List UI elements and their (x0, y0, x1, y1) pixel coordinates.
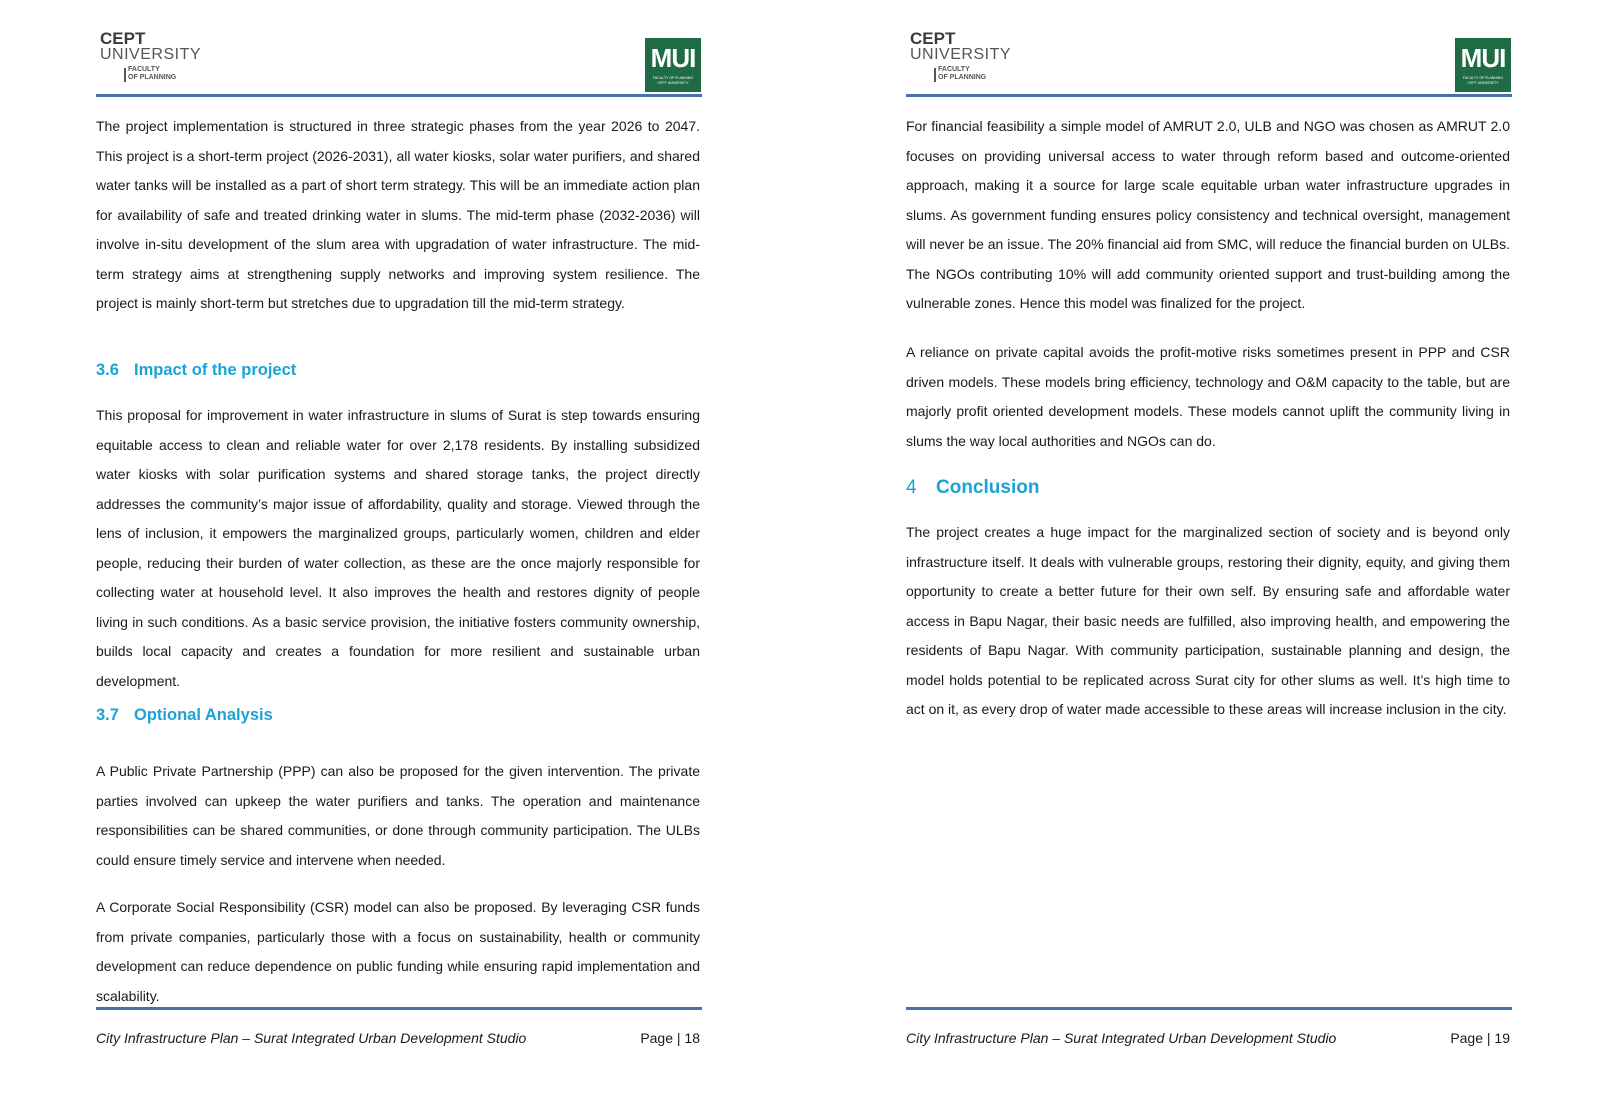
cept-logo-line1: CEPT (100, 29, 146, 48)
footer-title: City Infrastructure Plan – Surat Integrated Urban Development Studio (96, 1030, 527, 1046)
cept-logo-line1: CEPT (910, 29, 956, 48)
mui-logo-subtitle-line1: FACULTY OF PLANNING (652, 76, 694, 80)
cept-logo-faculty-line2: OF PLANNING (128, 74, 177, 81)
conclusion-paragraph: The project creates a huge impact for the marginalized section of society and is beyond only infrastructure itself. It deals with vulnerable groups, restoring their dignity, equity, and giving them opportunity to create a better future for their own self. By ensuring safe and affordable water access in Bapu Nagar, their basic needs are fulfilled, also improving health, and empowering the residents of Bapu Nagar. With community participation, sustainable planning and design, the model holds potential to be replicated across Surat city for other slums as well. It’s high time to act on it, as every drop of water made accessible to these areas will increase inclusion in the city. (906, 524, 1510, 717)
mui-logo (1455, 38, 1511, 92)
section-number: 3.7 (96, 706, 119, 724)
mui-logo-subtitle-line1: FACULTY OF PLANNING (1462, 76, 1504, 80)
cept-logo-divider (124, 68, 126, 82)
section-number: 4 (906, 477, 917, 498)
impact-paragraph: This proposal for improvement in water infrastructure in slums of Surat is step towards ensuring equitable access to clean and reliable water for over 2,178 residents. By installing subsidized water kiosks with solar purification systems and shared storage tanks, the project directly addresses the community’s major issue of affordability, quality and storage. Viewed through the lens of inclusion, it empowers the marginalized groups, particularly women, children and elder people, reducing their burden of water collection, as these are the once majorly responsible for collecting water at household level. It also improves the health and restores dignity of people living in such conditions. As a basic service provision, the initiative fosters community ownership, builds local capacity and creates a foundation for more resilient and sustainable urban development. (96, 407, 700, 689)
section-number: 3.6 (96, 361, 119, 379)
mui-logo-subtitle (1455, 76, 1511, 86)
cept-logo-faculty (938, 66, 986, 82)
section-heading-3-7 (96, 706, 273, 725)
section-title: Optional Analysis (134, 706, 273, 724)
mui-logo-subtitle-line2: CEPT UNIVERSITY (657, 81, 689, 85)
cept-logo-divider (934, 68, 936, 82)
cept-logo-line2: UNIVERSITY (100, 46, 202, 63)
cept-logo-faculty (128, 66, 176, 82)
footer-rule (96, 1007, 702, 1010)
financial-paragraph: For financial feasibility a simple model of AMRUT 2.0, ULB and NGO was chosen as AMRUT 2.0 focuses on providing universal access to water through reform based and outcome-oriented approach, making it a source for large scale equitable urban water infrastructure upgrades in slums. As government funding ensures policy consistency and technical oversight, management will never be an issue. The 20% financial aid from SMC, will reduce the financial burden on ULBs. The NGOs contributing 10% will add community oriented support and trust-building among the vulnerable zones. Hence this model was finalized for the project. (906, 118, 1510, 311)
cept-logo-faculty-line2: OF PLANNING (938, 74, 987, 81)
footer-title: City Infrastructure Plan – Surat Integrated Urban Development Studio (906, 1030, 1337, 1046)
mui-logo-word: MUI (650, 43, 696, 73)
mui-logo-word: MUI (1460, 43, 1506, 73)
csr-paragraph: A Corporate Social Responsibility (CSR) model can also be proposed. By leveraging CSR funds from private companies, particularly those with a focus on sustainability, health or community development can reduce dependence on public funding while ensuring rapid implementation and scalability. (96, 899, 700, 1004)
section-heading-3-6 (96, 361, 296, 380)
mui-logo-subtitle (645, 76, 701, 86)
cept-logo-faculty-line1: FACULTY (938, 66, 970, 73)
header-rule (906, 94, 1512, 97)
reliance-paragraph: A reliance on private capital avoids the profit-motive risks sometimes present in PPP and CSR driven models. These models bring efficiency, technology and O&M capacity to the table, but are majorly profit oriented development models. These models cannot uplift the community living in slums the way local authorities and NGOs can do. (906, 344, 1510, 449)
cept-university-logo (910, 30, 1020, 85)
cept-logo-line2: UNIVERSITY (910, 46, 1012, 63)
cept-logo-faculty-line1: FACULTY (128, 66, 160, 73)
mui-logo-subtitle-line2: CEPT UNIVERSITY (1467, 81, 1499, 85)
cept-university-logo (100, 30, 210, 85)
section-title: Impact of the project (134, 361, 297, 379)
ppp-paragraph: A Public Private Partnership (PPP) can also be proposed for the given intervention. The private parties involved can upkeep the water purifiers and tanks. The operation and maintenance responsibilities can be shared communities, or done through community participation. The ULBs could ensure timely service and intervene when needed. (96, 763, 700, 868)
mui-logo (645, 38, 701, 92)
section-heading-4 (906, 477, 1039, 499)
document-page-19 (810, 0, 1600, 1120)
section-title: Conclusion (936, 477, 1040, 498)
page-number: Page | 19 (1450, 1030, 1510, 1046)
header-rule (96, 94, 702, 97)
footer-rule (906, 1007, 1512, 1010)
intro-paragraph: The project implementation is structured in three strategic phases from the year 2026 to 2047. This project is a short-term project (2026-2031), all water kiosks, solar water purifiers, and shared water tanks will be installed as a part of short term strategy. This will be an immediate action plan for availability of safe and treated drinking water in slums. The mid-term phase (2032-2036) will involve in-situ development of the slum area with upgradation of water infrastructure. The mid-term strategy aims at strengthening supply networks and improving system resilience. The project is mainly short-term but stretches due to upgradation till the mid-term strategy. (96, 118, 700, 311)
page-number: Page | 18 (640, 1030, 700, 1046)
